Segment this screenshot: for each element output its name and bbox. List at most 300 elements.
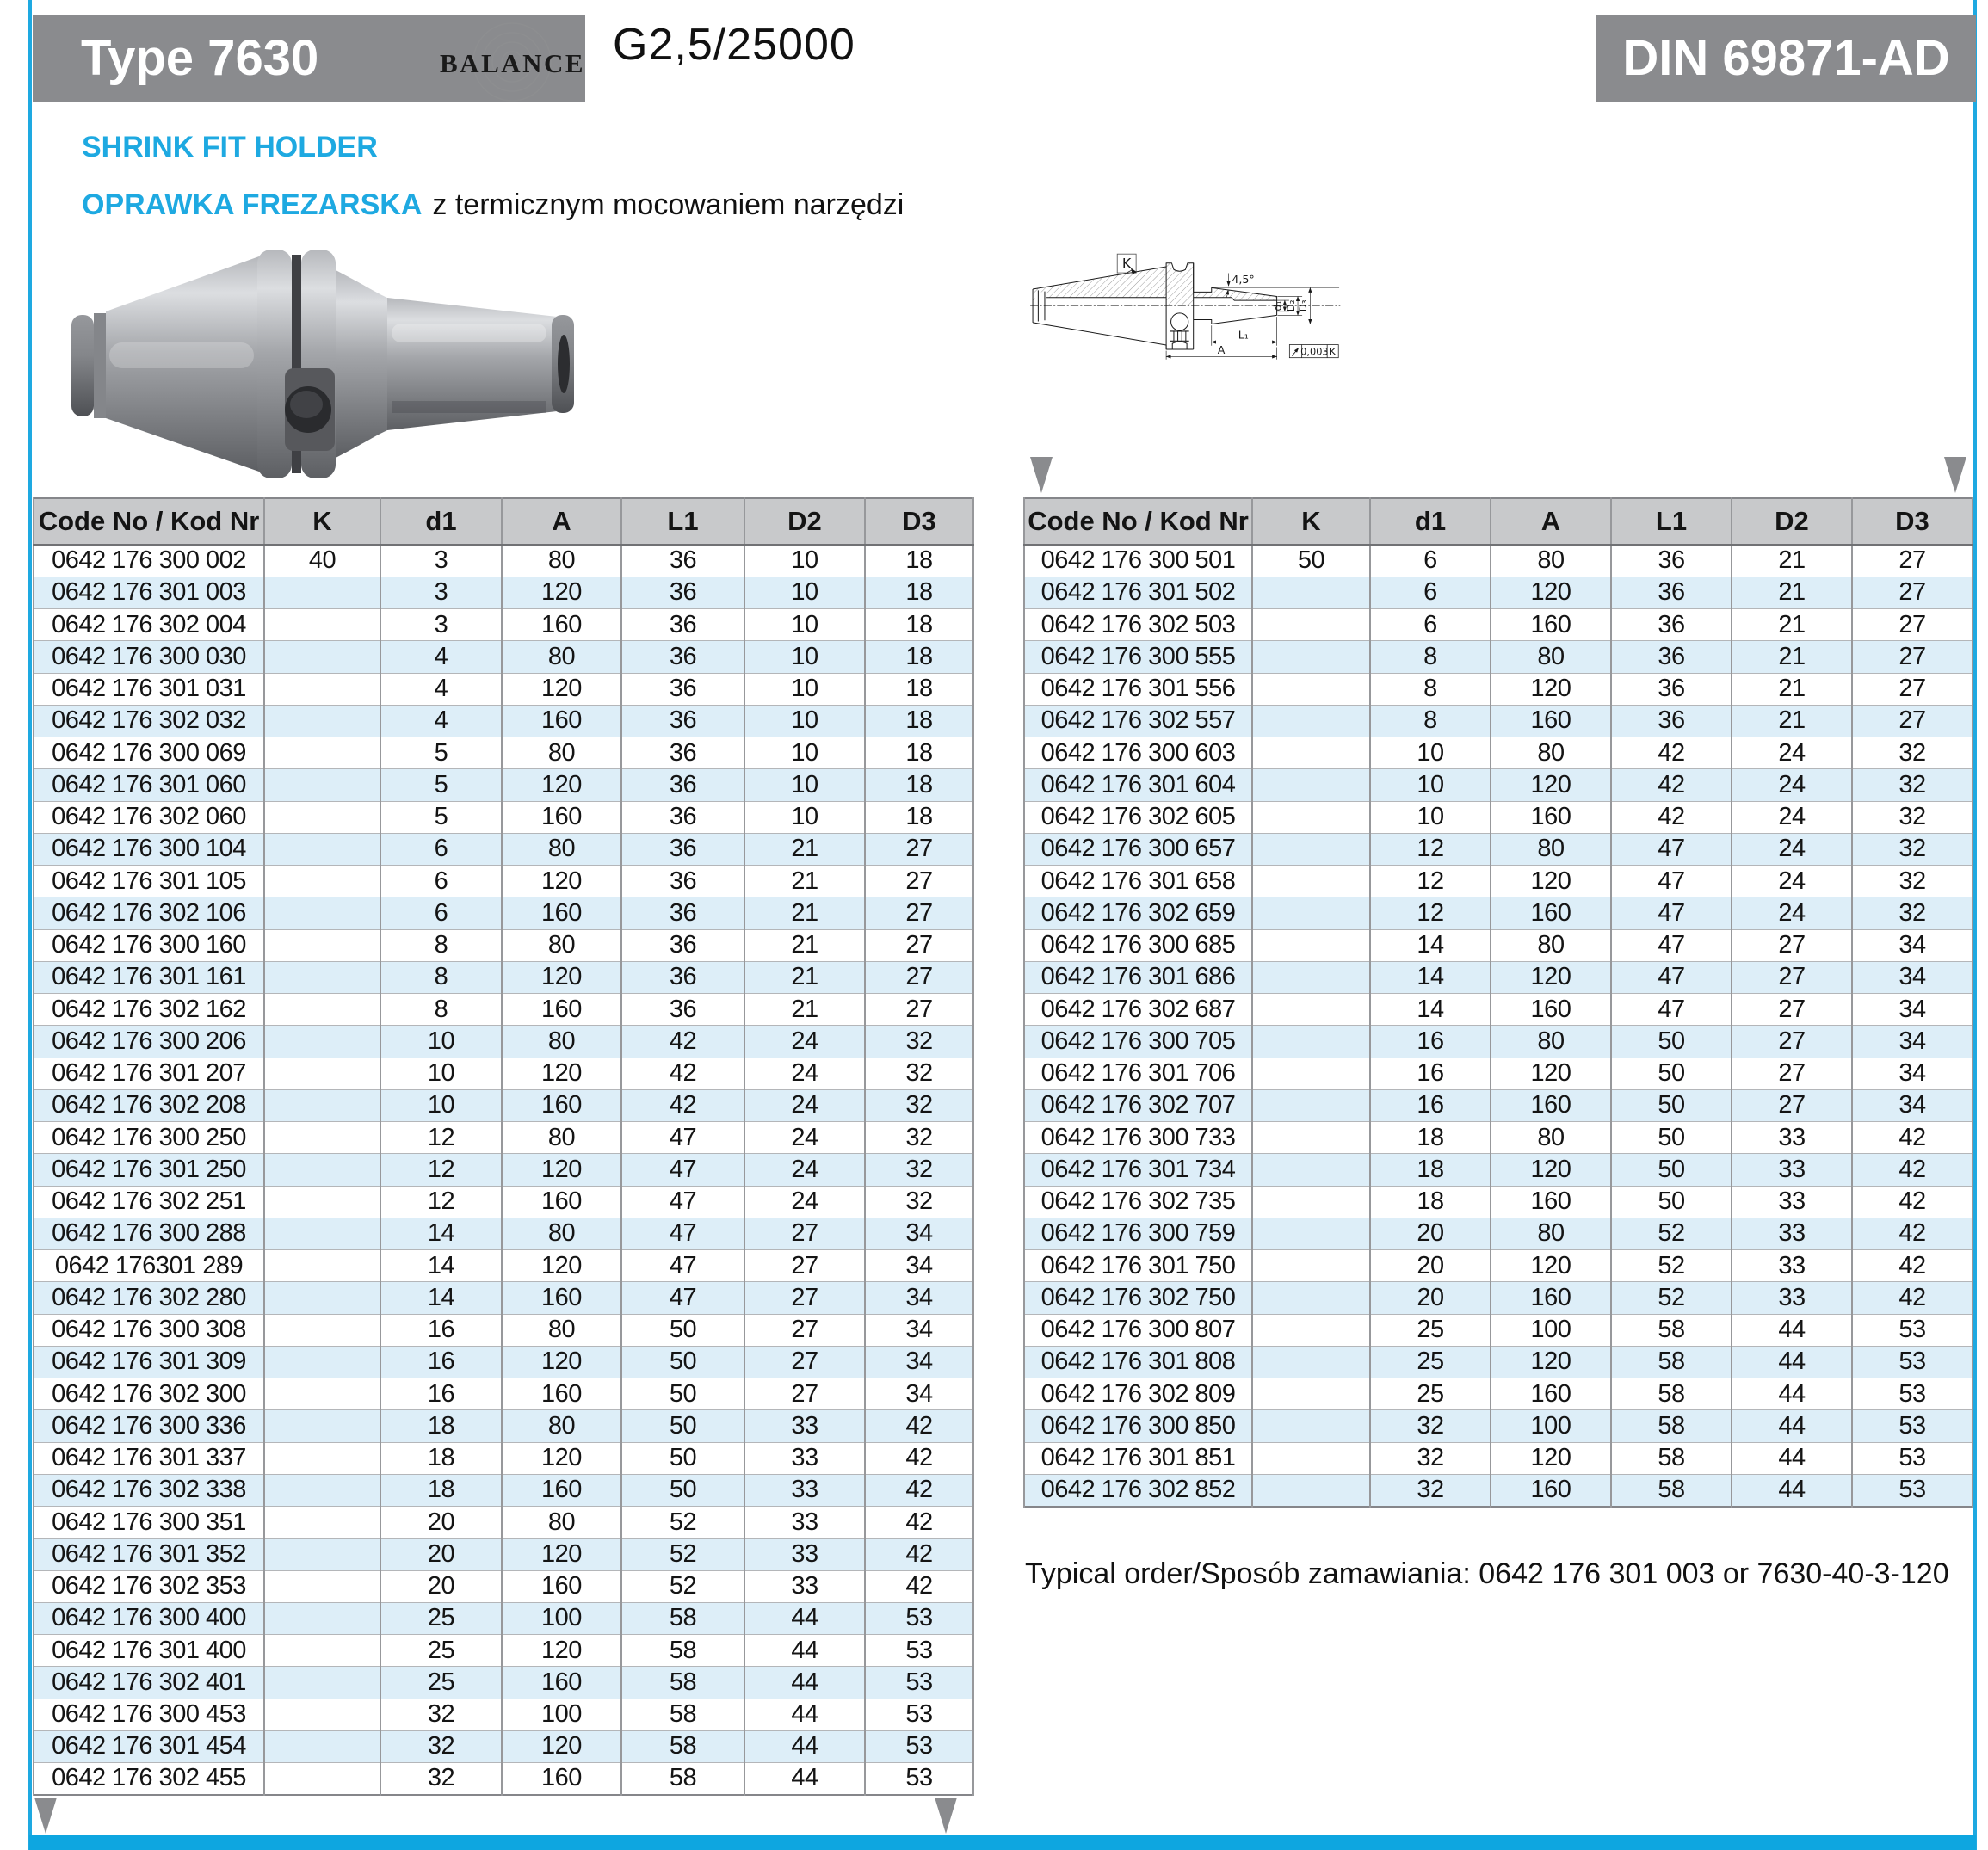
value-cell xyxy=(1252,641,1370,673)
code-cell: 0642 176 300 807 xyxy=(1024,1314,1252,1346)
value-cell: 53 xyxy=(865,1730,973,1762)
value-cell: 8 xyxy=(380,994,502,1026)
value-cell xyxy=(264,1186,380,1218)
column-header: D3 xyxy=(1852,498,1973,545)
value-cell: 40 xyxy=(264,545,380,577)
code-cell: 0642 176 301 352 xyxy=(34,1539,264,1570)
value-cell: 44 xyxy=(1732,1442,1852,1474)
code-cell: 0642 176 302 208 xyxy=(34,1089,264,1121)
table-row xyxy=(1024,1026,1973,1058)
table-row xyxy=(1024,1314,1973,1346)
table-row xyxy=(34,994,973,1026)
value-cell: 32 xyxy=(865,1186,973,1218)
value-cell: 160 xyxy=(502,1570,621,1602)
value-cell: 10 xyxy=(744,705,865,737)
value-cell: 42 xyxy=(1852,1282,1973,1314)
datum-k-label: K xyxy=(1121,255,1132,272)
value-cell: 36 xyxy=(621,833,744,865)
value-cell: 6 xyxy=(1370,609,1491,641)
continuation-triangle-icon xyxy=(1030,457,1053,493)
value-cell: 25 xyxy=(380,1635,502,1667)
code-cell: 0642 176 301 734 xyxy=(1024,1154,1252,1186)
value-cell: 14 xyxy=(1370,994,1491,1026)
value-cell: 80 xyxy=(1491,1122,1611,1154)
value-cell: 42 xyxy=(865,1507,973,1539)
page-border-right xyxy=(1973,0,1977,1850)
table-row xyxy=(1024,897,1973,929)
value-cell xyxy=(264,1378,380,1410)
value-cell: 120 xyxy=(502,673,621,705)
code-cell: 0642 176 300 400 xyxy=(34,1602,264,1634)
code-cell: 0642 176 301 454 xyxy=(34,1730,264,1762)
value-cell xyxy=(1252,1154,1370,1186)
value-cell: 18 xyxy=(380,1474,502,1506)
table-row xyxy=(1024,1474,1973,1506)
value-cell: 53 xyxy=(1852,1378,1973,1410)
value-cell: 16 xyxy=(380,1314,502,1346)
code-cell: 0642 176 300 206 xyxy=(34,1026,264,1058)
code-cell: 0642 176 302 852 xyxy=(1024,1474,1252,1506)
code-cell: 0642 176 300 555 xyxy=(1024,641,1252,673)
value-cell: 18 xyxy=(865,737,973,769)
table-row xyxy=(34,1730,973,1762)
value-cell: 27 xyxy=(865,961,973,993)
value-cell: 33 xyxy=(744,1539,865,1570)
value-cell: 34 xyxy=(865,1314,973,1346)
value-cell: 44 xyxy=(744,1635,865,1667)
value-cell xyxy=(264,705,380,737)
value-cell: 80 xyxy=(502,1218,621,1249)
value-cell: 42 xyxy=(1852,1122,1973,1154)
value-cell: 10 xyxy=(380,1058,502,1089)
value-cell: 120 xyxy=(1491,1058,1611,1089)
value-cell xyxy=(1252,866,1370,897)
value-cell: 100 xyxy=(1491,1410,1611,1442)
value-cell: 120 xyxy=(502,1154,621,1186)
value-cell: 3 xyxy=(380,577,502,608)
value-cell: 80 xyxy=(502,737,621,769)
table-row xyxy=(34,929,973,961)
table-row xyxy=(1024,769,1973,801)
table-row xyxy=(34,737,973,769)
column-header: d1 xyxy=(1370,498,1491,545)
value-cell xyxy=(264,1410,380,1442)
value-cell: 36 xyxy=(621,801,744,833)
din-standard: DIN 69871-AD xyxy=(1622,30,1950,86)
value-cell: 53 xyxy=(865,1635,973,1667)
value-cell xyxy=(264,801,380,833)
value-cell: 80 xyxy=(1491,929,1611,961)
table-row xyxy=(1024,1089,1973,1121)
value-cell: 47 xyxy=(1611,897,1732,929)
table-row xyxy=(1024,545,1973,577)
value-cell xyxy=(264,1058,380,1089)
table-row xyxy=(34,1186,973,1218)
value-cell: 47 xyxy=(1611,866,1732,897)
value-cell: 32 xyxy=(380,1763,502,1795)
value-cell: 42 xyxy=(1852,1154,1973,1186)
value-cell: 16 xyxy=(1370,1026,1491,1058)
value-cell xyxy=(1252,897,1370,929)
value-cell: 32 xyxy=(380,1699,502,1730)
value-cell: 58 xyxy=(621,1667,744,1699)
value-cell: 10 xyxy=(744,769,865,801)
table-row xyxy=(1024,1058,1973,1089)
code-cell: 0642 176 302 280 xyxy=(34,1282,264,1314)
value-cell: 21 xyxy=(1732,577,1852,608)
code-cell: 0642 176 300 501 xyxy=(1024,545,1252,577)
value-cell: 24 xyxy=(1732,801,1852,833)
value-cell: 58 xyxy=(621,1699,744,1730)
value-cell xyxy=(264,769,380,801)
value-cell: 24 xyxy=(744,1154,865,1186)
value-cell xyxy=(1252,1378,1370,1410)
value-cell: 50 xyxy=(621,1410,744,1442)
value-cell: 32 xyxy=(865,1154,973,1186)
value-cell: 33 xyxy=(744,1507,865,1539)
table-row xyxy=(34,1763,973,1795)
code-cell: 0642 176301 289 xyxy=(34,1250,264,1282)
column-header: D2 xyxy=(1732,498,1852,545)
code-cell: 0642 176 300 759 xyxy=(1024,1218,1252,1249)
value-cell xyxy=(264,1089,380,1121)
product-photo xyxy=(65,241,590,486)
table-row xyxy=(34,801,973,833)
table-row xyxy=(34,609,973,641)
value-cell: 160 xyxy=(1491,1186,1611,1218)
value-cell: 6 xyxy=(380,897,502,929)
value-cell: 34 xyxy=(1852,1026,1973,1058)
value-cell: 53 xyxy=(1852,1314,1973,1346)
value-cell: 160 xyxy=(1491,1089,1611,1121)
value-cell: 42 xyxy=(1852,1218,1973,1249)
value-cell xyxy=(264,1314,380,1346)
table-row xyxy=(1024,1154,1973,1186)
value-cell: 50 xyxy=(1611,1089,1732,1121)
value-cell: 42 xyxy=(621,1058,744,1089)
value-cell: 12 xyxy=(1370,866,1491,897)
code-cell: 0642 176 302 735 xyxy=(1024,1186,1252,1218)
value-cell: 47 xyxy=(1611,929,1732,961)
value-cell: 47 xyxy=(621,1154,744,1186)
value-cell: 36 xyxy=(1611,545,1732,577)
value-cell: 8 xyxy=(1370,705,1491,737)
value-cell: 120 xyxy=(502,1250,621,1282)
value-cell: 160 xyxy=(502,801,621,833)
table-row xyxy=(34,1346,973,1378)
value-cell: 160 xyxy=(502,705,621,737)
value-cell: 50 xyxy=(621,1314,744,1346)
value-cell: 36 xyxy=(621,737,744,769)
value-cell: 80 xyxy=(1491,545,1611,577)
value-cell: 16 xyxy=(380,1378,502,1410)
table-row xyxy=(34,866,973,897)
value-cell: 53 xyxy=(865,1667,973,1699)
value-cell: 44 xyxy=(1732,1346,1852,1378)
table-header-row xyxy=(1024,498,1973,545)
table-row xyxy=(1024,1186,1973,1218)
value-cell: 32 xyxy=(1852,833,1973,865)
column-header: Code No / Kod Nr xyxy=(34,498,264,545)
value-cell: 25 xyxy=(1370,1314,1491,1346)
value-cell xyxy=(264,1122,380,1154)
table-row xyxy=(34,1058,973,1089)
column-header: K xyxy=(1252,498,1370,545)
code-cell: 0642 176 302 750 xyxy=(1024,1282,1252,1314)
code-cell: 0642 176 302 162 xyxy=(34,994,264,1026)
value-cell: 80 xyxy=(502,929,621,961)
code-cell: 0642 176 302 338 xyxy=(34,1474,264,1506)
page-bottom-bar xyxy=(29,1835,1976,1850)
code-cell: 0642 176 300 160 xyxy=(34,929,264,961)
table-row xyxy=(34,1378,973,1410)
value-cell: 120 xyxy=(1491,961,1611,993)
value-cell: 80 xyxy=(502,1026,621,1058)
value-cell: 5 xyxy=(380,801,502,833)
value-cell: 24 xyxy=(744,1122,865,1154)
table-row xyxy=(1024,833,1973,865)
code-cell: 0642 176 301 851 xyxy=(1024,1442,1252,1474)
code-cell: 0642 176 302 455 xyxy=(34,1763,264,1795)
runout-datum: K xyxy=(1329,345,1337,358)
value-cell: 47 xyxy=(1611,833,1732,865)
column-header: D3 xyxy=(865,498,973,545)
value-cell: 36 xyxy=(1611,577,1732,608)
value-cell: 120 xyxy=(502,769,621,801)
value-cell: 58 xyxy=(1611,1314,1732,1346)
value-cell: 8 xyxy=(380,961,502,993)
value-cell: 33 xyxy=(744,1410,865,1442)
value-cell: 14 xyxy=(380,1282,502,1314)
value-cell: 32 xyxy=(1852,866,1973,897)
value-cell: 32 xyxy=(380,1730,502,1762)
value-cell: 120 xyxy=(502,1539,621,1570)
value-cell: 16 xyxy=(1370,1058,1491,1089)
value-cell xyxy=(1252,769,1370,801)
value-cell: 27 xyxy=(865,897,973,929)
table-row xyxy=(34,1218,973,1249)
value-cell: 33 xyxy=(1732,1122,1852,1154)
value-cell: 42 xyxy=(865,1474,973,1506)
value-cell: 50 xyxy=(621,1442,744,1474)
value-cell: 42 xyxy=(865,1539,973,1570)
value-cell xyxy=(264,1570,380,1602)
value-cell: 160 xyxy=(502,609,621,641)
code-cell: 0642 176 300 453 xyxy=(34,1699,264,1730)
value-cell: 6 xyxy=(380,833,502,865)
value-cell: 27 xyxy=(1732,1058,1852,1089)
table-row xyxy=(1024,1410,1973,1442)
value-cell: 18 xyxy=(865,673,973,705)
table-row xyxy=(34,1410,973,1442)
value-cell: 8 xyxy=(1370,673,1491,705)
value-cell: 160 xyxy=(1491,609,1611,641)
table-row xyxy=(1024,1346,1973,1378)
code-cell: 0642 176 302 809 xyxy=(1024,1378,1252,1410)
value-cell: 10 xyxy=(744,673,865,705)
value-cell: 32 xyxy=(1370,1442,1491,1474)
table-row xyxy=(34,1667,973,1699)
value-cell: 120 xyxy=(502,577,621,608)
value-cell xyxy=(1252,994,1370,1026)
value-cell: 34 xyxy=(865,1218,973,1249)
table-row xyxy=(34,1539,973,1570)
typical-order-note: Typical order/Sposób zamawiania: 0642 176 301 003 or 7630-40-3-120 xyxy=(1025,1557,1949,1590)
value-cell: 34 xyxy=(865,1378,973,1410)
code-cell: 0642 176 302 401 xyxy=(34,1667,264,1699)
value-cell xyxy=(1252,1314,1370,1346)
technical-drawing xyxy=(1028,219,1777,486)
value-cell: 32 xyxy=(865,1122,973,1154)
value-cell: 33 xyxy=(1732,1218,1852,1249)
code-cell: 0642 176 301 556 xyxy=(1024,673,1252,705)
value-cell: 160 xyxy=(502,1186,621,1218)
value-cell xyxy=(264,897,380,929)
value-cell: 52 xyxy=(1611,1282,1732,1314)
code-cell: 0642 176 302 707 xyxy=(1024,1089,1252,1121)
value-cell: 36 xyxy=(621,961,744,993)
value-cell: 18 xyxy=(865,641,973,673)
table-row xyxy=(34,1635,973,1667)
value-cell: 21 xyxy=(1732,705,1852,737)
value-cell: 47 xyxy=(621,1250,744,1282)
value-cell: 27 xyxy=(865,929,973,961)
column-header: A xyxy=(502,498,621,545)
value-cell xyxy=(1252,1346,1370,1378)
code-cell: 0642 176 301 060 xyxy=(34,769,264,801)
value-cell: 50 xyxy=(621,1346,744,1378)
value-cell: 120 xyxy=(502,1058,621,1089)
value-cell: 27 xyxy=(1852,609,1973,641)
value-cell xyxy=(264,1442,380,1474)
value-cell xyxy=(264,929,380,961)
value-cell xyxy=(264,1154,380,1186)
value-cell: 36 xyxy=(621,929,744,961)
table-row xyxy=(34,1314,973,1346)
product-title-en: SHRINK FIT HOLDER xyxy=(82,131,378,163)
value-cell: 100 xyxy=(502,1699,621,1730)
dimension-table-k40 xyxy=(33,497,972,1796)
value-cell: 10 xyxy=(744,545,865,577)
value-cell: 36 xyxy=(1611,609,1732,641)
value-cell: 100 xyxy=(502,1602,621,1634)
value-cell: 44 xyxy=(744,1763,865,1795)
value-cell xyxy=(264,994,380,1026)
code-cell: 0642 176 302 060 xyxy=(34,801,264,833)
value-cell: 33 xyxy=(744,1474,865,1506)
value-cell: 53 xyxy=(1852,1442,1973,1474)
value-cell: 24 xyxy=(744,1058,865,1089)
value-cell: 27 xyxy=(744,1218,865,1249)
code-cell: 0642 176 301 502 xyxy=(1024,577,1252,608)
code-cell: 0642 176 302 032 xyxy=(34,705,264,737)
value-cell xyxy=(1252,737,1370,769)
value-cell: 18 xyxy=(380,1442,502,1474)
value-cell: 120 xyxy=(1491,1154,1611,1186)
value-cell: 80 xyxy=(502,545,621,577)
value-cell: 50 xyxy=(1611,1058,1732,1089)
value-cell: 50 xyxy=(621,1378,744,1410)
value-cell xyxy=(1252,929,1370,961)
code-cell: 0642 176 301 250 xyxy=(34,1154,264,1186)
value-cell: 24 xyxy=(744,1186,865,1218)
runout-value: 0,003 xyxy=(1300,345,1329,358)
value-cell: 120 xyxy=(1491,866,1611,897)
value-cell: 33 xyxy=(744,1442,865,1474)
value-cell: 27 xyxy=(744,1282,865,1314)
value-cell: 21 xyxy=(744,833,865,865)
value-cell xyxy=(1252,1410,1370,1442)
value-cell: 24 xyxy=(1732,897,1852,929)
table-row xyxy=(1024,866,1973,897)
value-cell: 160 xyxy=(502,1282,621,1314)
value-cell: 32 xyxy=(865,1089,973,1121)
value-cell: 36 xyxy=(621,769,744,801)
value-cell: 27 xyxy=(865,994,973,1026)
value-cell: 21 xyxy=(1732,641,1852,673)
value-cell xyxy=(1252,673,1370,705)
value-cell: 8 xyxy=(1370,641,1491,673)
value-cell: 52 xyxy=(621,1570,744,1602)
value-cell xyxy=(264,609,380,641)
table-row xyxy=(1024,577,1973,608)
value-cell: 42 xyxy=(1611,801,1732,833)
value-cell: 20 xyxy=(1370,1250,1491,1282)
code-cell: 0642 176 301 658 xyxy=(1024,866,1252,897)
value-cell xyxy=(1252,1122,1370,1154)
value-cell: 160 xyxy=(502,1667,621,1699)
value-cell: 160 xyxy=(1491,705,1611,737)
value-cell: 24 xyxy=(744,1089,865,1121)
value-cell: 18 xyxy=(865,577,973,608)
value-cell xyxy=(264,1474,380,1506)
code-cell: 0642 176 300 030 xyxy=(34,641,264,673)
code-cell: 0642 176 300 104 xyxy=(34,833,264,865)
value-cell: 36 xyxy=(1611,705,1732,737)
value-cell: 4 xyxy=(380,673,502,705)
value-cell xyxy=(264,1218,380,1249)
value-cell: 24 xyxy=(744,1026,865,1058)
table-row xyxy=(1024,641,1973,673)
product-title-pl xyxy=(82,188,904,222)
value-cell xyxy=(264,833,380,865)
value-cell: 50 xyxy=(1252,545,1370,577)
value-cell: 36 xyxy=(1611,641,1732,673)
table-row xyxy=(1024,994,1973,1026)
value-cell: 18 xyxy=(1370,1122,1491,1154)
value-cell: 20 xyxy=(380,1539,502,1570)
value-cell: 58 xyxy=(621,1602,744,1634)
value-cell: 160 xyxy=(1491,1474,1611,1506)
value-cell: 20 xyxy=(1370,1218,1491,1249)
value-cell: 32 xyxy=(865,1058,973,1089)
value-cell: 80 xyxy=(502,1410,621,1442)
table-row xyxy=(1024,705,1973,737)
code-cell: 0642 176 301 400 xyxy=(34,1635,264,1667)
value-cell: 50 xyxy=(1611,1026,1732,1058)
value-cell: 80 xyxy=(1491,641,1611,673)
value-cell: 27 xyxy=(744,1314,865,1346)
value-cell: 120 xyxy=(1491,1346,1611,1378)
value-cell: 42 xyxy=(865,1442,973,1474)
value-cell: 24 xyxy=(1732,866,1852,897)
value-cell: 50 xyxy=(1611,1186,1732,1218)
value-cell: 21 xyxy=(1732,673,1852,705)
value-cell: 6 xyxy=(1370,545,1491,577)
din-standard-box xyxy=(1596,15,1976,102)
table-row xyxy=(34,577,973,608)
value-cell xyxy=(1252,1058,1370,1089)
